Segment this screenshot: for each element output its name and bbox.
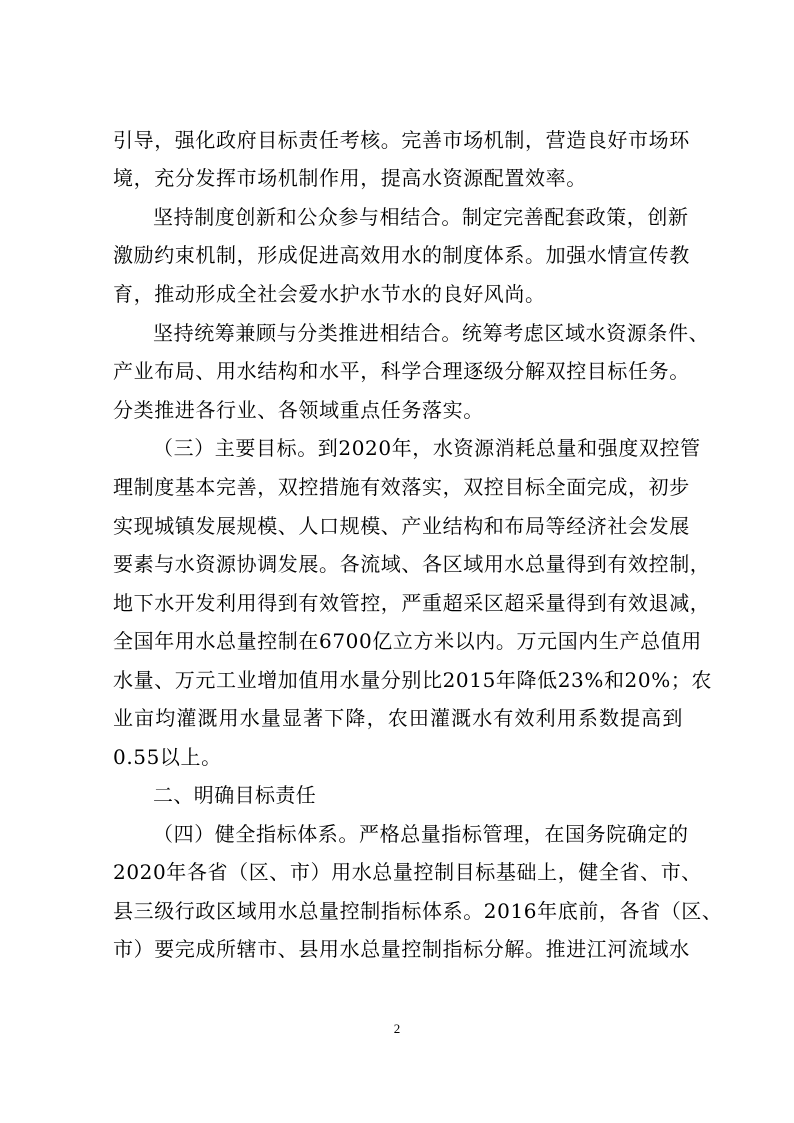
body-text-line: 引导，强化政府目标责任考核。完善市场机制，营造良好市场环 [113,128,690,152]
body-text-line: 分类推进各行业、各领域重点任务落实。 [113,398,484,422]
body-text-line: 2020年各省（区、市）用水总量控制目标基础上，健全省、市、 [113,860,702,884]
body-text-line: 境，充分发挥市场机制作用，提高水资源配置效率。 [113,166,587,190]
body-text-line: 市）要完成所辖市、县用水总量控制指标分解。推进江河流域水 [113,937,690,961]
body-text-line: 地下水开发利用得到有效管控，严重超采区超采量得到有效退减， [113,591,711,615]
body-text-line: 水量、万元工业增加值用水量分别比2015年降低23%和20%；农 [113,668,713,692]
body-text-line: 育，推动形成全社会爱水护水节水的良好风尚。 [113,282,546,306]
body-text-line: 0.55以上。 [113,745,222,769]
body-text-line: 激励约束机制，形成促进高效用水的制度体系。加强水情宣传教 [113,243,690,267]
body-text-line: 县三级行政区域用水总量控制指标体系。2016年底前，各省（区、 [113,899,723,923]
paragraph-first-line: （三）主要目标。到2020年，水资源消耗总量和强度双控管 [153,436,701,460]
body-text-line: 实现城镇发展规模、人口规模、产业结构和布局等经济社会发展 [113,514,690,538]
paragraph-first-line: （四）健全指标体系。严格总量指标管理，在国务院确定的 [153,822,689,846]
paragraph-first-line: 坚持统筹兼顾与分类推进相结合。统筹考虑区域水资源条件、 [153,321,710,345]
section-heading: 二、明确目标责任 [153,783,317,807]
body-text-line: 要素与水资源协调发展。各流域、各区域用水总量得到有效控制， [113,552,711,576]
body-text-line: 全国年用水总量控制在6700亿立方米以内。万元国内生产总值用 [113,629,702,653]
body-text-line: 业亩均灌溉用水量显著下降，农田灌溉水有效利用系数提高到 [113,706,683,730]
page-number: 2 [393,1021,401,1036]
body-text-line: 理制度基本完善，双控措施有效落实，双控目标全面完成，初步 [113,475,690,499]
body-text-line: 产业布局、用水结构和水平，科学合理逐级分解双控目标任务。 [113,359,690,383]
paragraph-first-line: 坚持制度创新和公众参与相结合。制定完善配套政策，创新 [153,205,689,229]
